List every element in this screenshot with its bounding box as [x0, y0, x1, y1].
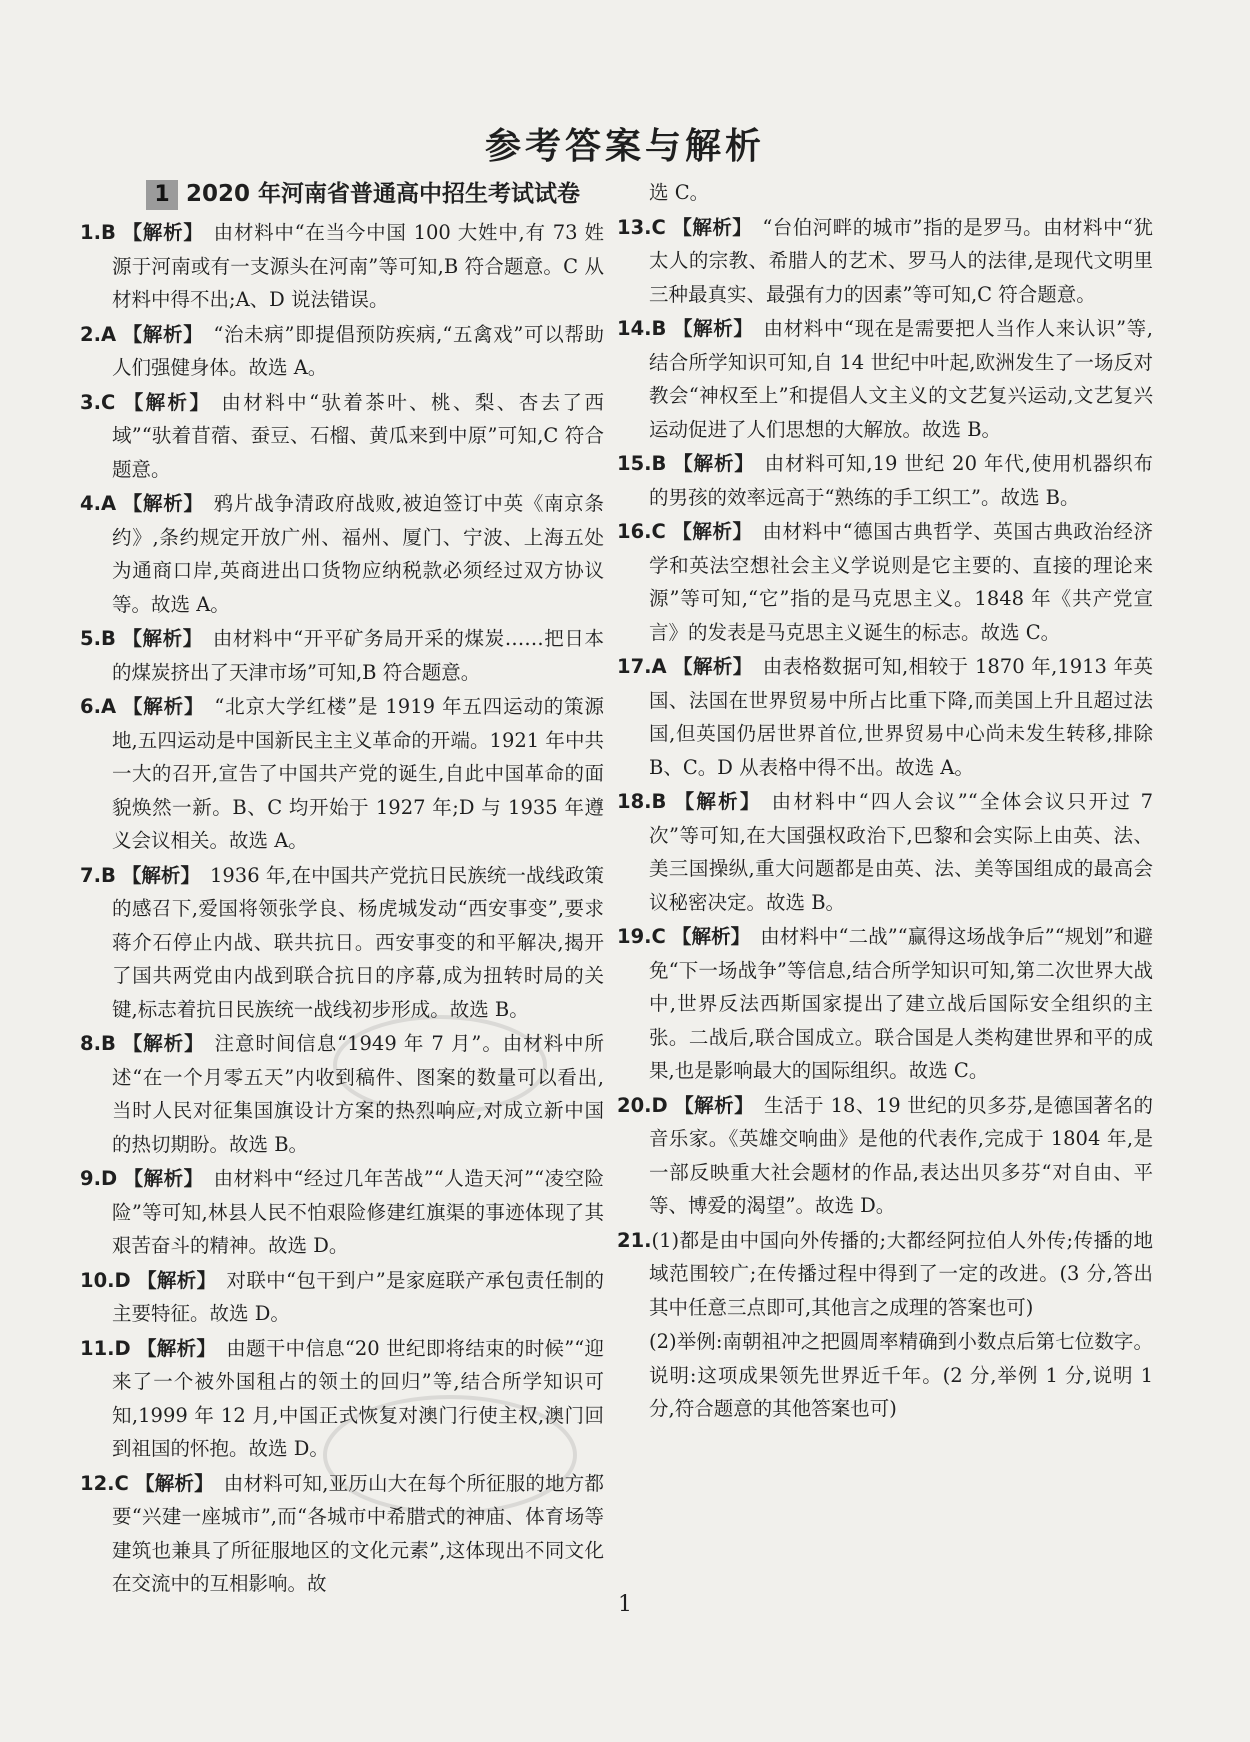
- answer-item-14: [617, 312, 1153, 446]
- answer-item-9: [80, 1162, 604, 1263]
- answer-item-6: [80, 690, 604, 858]
- analysis-tag: 【解析】: [672, 452, 755, 475]
- analysis-tag: 【解析】: [121, 390, 212, 414]
- analysis-tag: 【解析】: [134, 1471, 214, 1495]
- answer-number: 11.D: [80, 1336, 131, 1360]
- answer-item-19: [617, 920, 1153, 1088]
- answer-number: 4.A: [80, 492, 117, 515]
- right-column: [617, 176, 1153, 1426]
- answer-text: 注意时间信息“1949 年 7 月”。由材料中所述“在一个月零五天”内收到稿件、图案的数量可以看出,当时人民对征集国旗设计方案的热烈响应,对成立新中国的热切期盼。故选 B。: [112, 1032, 604, 1156]
- analysis-tag: 【解析】: [672, 790, 762, 813]
- section-title: 2020 年河南省普通高中招生考试试卷: [186, 181, 581, 208]
- analysis-tag: 【解析】: [136, 1336, 217, 1360]
- analysis-tag: 【解析】: [122, 492, 204, 515]
- answer-text: 鸦片战争清政府战败,被迫签订中英《南京条约》,条约规定开放广州、福州、厦门、宁波、上海五处为通商口岸,英商进出口货物应纳税款必须经过双方协议等。故选 A。: [112, 492, 604, 616]
- answer-text: “治未病”即提倡预防疾病,“五禽戏”可以帮助人们强健身体。故选 A。: [112, 322, 604, 379]
- analysis-tag: 【解析】: [121, 1032, 205, 1055]
- analysis-tag: 【解析】: [122, 695, 205, 718]
- answer-item-17: [617, 650, 1153, 784]
- answer-number: 19.C: [617, 925, 666, 948]
- answer-item-12: [80, 1467, 604, 1601]
- answer-number: 1.B: [80, 221, 116, 244]
- answer-item-3: [80, 386, 604, 487]
- answer-item-1: [80, 216, 604, 317]
- page-title: 参考答案与解析: [484, 126, 765, 167]
- answer-item-11: [80, 1332, 604, 1466]
- answer-text: 由材料中“二战”“赢得这场战争后”“规划”和避免“下一场战争”等信息,结合所学知识可知,第二次世界大战中,世界反法西斯国家提出了建立战后国际安全组织的主张。二战后,联合国成立。联合国是人类构建世界和平的成果,也是影响最大的国际组织。故选 C。: [649, 925, 1153, 1082]
- answer-number: 6.A: [80, 695, 117, 718]
- answer-text: 对联中“包干到户”是家庭联产承包责任制的主要特征。故选 D。: [112, 1268, 604, 1325]
- section-header: [146, 176, 604, 214]
- answer-item-20: [617, 1089, 1153, 1223]
- analysis-tag: 【解析】: [122, 322, 204, 346]
- answer-text: 由材料中“开平矿务局开采的煤炭……把日本的煤炭挤出了天津市场”可知,B 符合题意。: [112, 627, 604, 684]
- answer-item-4: [80, 487, 604, 621]
- answer-text: 由材料可知,19 世纪 20 年代,使用机器织布的男孩的效率远高于“熟练的手工织工”。故选 B。: [649, 452, 1153, 509]
- answer-number: 14.B: [617, 317, 667, 340]
- answer-text: 由表格数据可知,相较于 1870 年,1913 年英国、法国在世界贸易中所占比重下降,而美国上升且超过法国,但英国仍居世界首位,世界贸易中心尚未发生转移,排除 B、C。D 从表格中得不出。故选 A。: [649, 655, 1153, 779]
- answer-number: 15.B: [617, 452, 667, 475]
- analysis-tag: 【解析】: [121, 863, 200, 887]
- answer-text: 由材料中“现在是需要把人当作人来认识”等,结合所学知识可知,自 14 世纪中叶起,欧洲发生了一场反对教会“神权至上”和提倡人文主义的文艺复兴运动,文艺复兴运动促进了人们思想的大解放。故选 B。: [649, 317, 1153, 441]
- answer-item-8: [80, 1027, 604, 1161]
- answer-item-10: [80, 1264, 604, 1331]
- answer-item-2: [80, 318, 604, 385]
- answer-number: 12.C: [80, 1471, 129, 1495]
- analysis-tag: 【解析】: [671, 520, 753, 543]
- analysis-tag: 【解析】: [121, 627, 203, 650]
- answer-number: 5.B: [80, 627, 116, 650]
- answer-number: 10.D: [80, 1268, 131, 1292]
- answer-text: 由材料中“在当今中国 100 大姓中,有 73 姓源于河南或有一支源头在河南”等可知,B 符合题意。C 从材料中得不出;A、D 说法错误。: [112, 221, 604, 311]
- answer-item-21: [617, 1224, 1153, 1325]
- answer-number: 16.C: [617, 520, 666, 543]
- answer-continuation: 选 C。: [649, 181, 710, 204]
- answer-text: 由题干中信息“20 世纪即将结束的时候”“迎来了一个被外国租占的领土的回归”等,结合所学知识可知,1999 年 12 月,中国正式恢复对澳门行使主权,澳门回到祖国的怀抱。故选 D。: [112, 1336, 604, 1460]
- analysis-tag: 【解析】: [671, 215, 753, 239]
- answer-text: 生活于 18、19 世纪的贝多芬,是德国著名的音乐家。《英雄交响曲》是他的代表作,完成于 1804 年,是一部反映重大社会题材的作品,表达出贝多芬“对自由、平等、博爱的渴望”。故选 D。: [649, 1093, 1153, 1217]
- page-number: 1: [618, 1592, 632, 1617]
- analysis-tag: 【解析】: [672, 655, 753, 678]
- answer-number: 7.B: [80, 863, 116, 887]
- answer-item-18: [617, 785, 1153, 919]
- answer-number: 17.A: [617, 655, 667, 678]
- answer-item-15: [617, 447, 1153, 514]
- answer-number: 2.A: [80, 322, 117, 346]
- section-number: 1: [146, 180, 178, 210]
- answer-number: 9.D: [80, 1167, 118, 1190]
- answer-text-part1: (1)都是由中国向外传播的;大都经阿拉伯人外传;传播的地域范围较广;在传播过程中得到了一定的改进。(3 分,答出其中任意三点即可,其他言之成理的答案也可): [649, 1228, 1153, 1319]
- left-column: [80, 176, 604, 1602]
- analysis-tag: 【解析】: [671, 925, 751, 948]
- answer-text: “台伯河畔的城市”指的是罗马。由材料中“犹太人的宗教、希腊人的艺术、罗马人的法律,是现代文明里三种最真实、最强有力的因素”等可知,C 符合题意。: [649, 215, 1153, 306]
- analysis-tag: 【解析】: [121, 221, 204, 244]
- answer-number: 13.C: [617, 215, 666, 239]
- answer-text: “北京大学红楼”是 1919 年五四运动的策源地,五四运动是中国新民主主义革命的开端。1921 年中共一大的召开,宣告了中国共产党的诞生,自此中国革命的面貌焕然一新。B、C 均开始于 1927 年;D 与 1935 年遵义会议相关。故选 A。: [112, 695, 604, 852]
- answer-text: 由材料可知,亚历山大在每个所征服的地方都要“兴建一座城市”,而“各城市中希腊式的神庙、体育场等建筑也兼具了所征服地区的文化元素”,这体现出不同文化在交流中的互相影响。故: [112, 1471, 604, 1595]
- answer-text-part2: (2)举例:南朝祖冲之把圆周率精确到小数点后第七位数字。说明:这项成果领先世界近千年。(2 分,举例 1 分,说明 1 分,符合题意的其他答案也可): [649, 1330, 1153, 1420]
- answer-text: 由材料中“德国古典哲学、英国古典政治经济学和英法空想社会主义学说则是它主要的、直接的理论来源”等可知,“它”指的是马克思主义。1848 年《共产党宣言》的发表是马克思主义诞生的标志。故选 C。: [649, 520, 1153, 644]
- answer-number: 18.B: [617, 790, 667, 813]
- analysis-tag: 【解析】: [673, 1093, 755, 1117]
- analysis-tag: 【解析】: [123, 1167, 204, 1190]
- answer-item-7: [80, 859, 604, 1027]
- answer-item-16: [617, 515, 1153, 649]
- answer-number: 3.C: [80, 390, 116, 414]
- answer-item-5: [80, 622, 604, 689]
- answer-number: 8.B: [80, 1032, 116, 1055]
- answer-text: 由材料中“驮着茶叶、桃、梨、杏去了西域”“驮着苜蓿、蚕豆、石榴、黄瓜来到中原”可知,C 符合题意。: [112, 390, 604, 481]
- answer-text: 由材料中“经过几年苦战”“人造天河”“凌空险险”等可知,林县人民不怕艰险修建红旗渠的事迹体现了其艰苦奋斗的精神。故选 D。: [112, 1167, 604, 1257]
- answer-text: 由材料中“四人会议”“全体会议只开过 7 次”等可知,在大国强权政治下,巴黎和会实际上由英、法、美三国操纵,重大问题都是由英、法、美等国组成的最高会议秘密决定。故选 B。: [649, 790, 1153, 914]
- analysis-tag: 【解析】: [672, 317, 754, 340]
- answer-text: 1936 年,在中国共产党抗日民族统一战线政策的感召下,爱国将领张学良、杨虎城发动“西安事变”,要求蒋介石停止内战、联共抗日。西安事变的和平解决,揭开了国共两党由内战到联合抗日的序幕,成为扭转时局的关键,标志着抗日民族统一战线初步形成。故选 B。: [112, 863, 604, 1021]
- answer-number: 20.D: [617, 1093, 668, 1117]
- answer-number: 21.: [617, 1228, 652, 1252]
- answer-item-13: [617, 211, 1153, 312]
- analysis-tag: 【解析】: [136, 1268, 217, 1292]
